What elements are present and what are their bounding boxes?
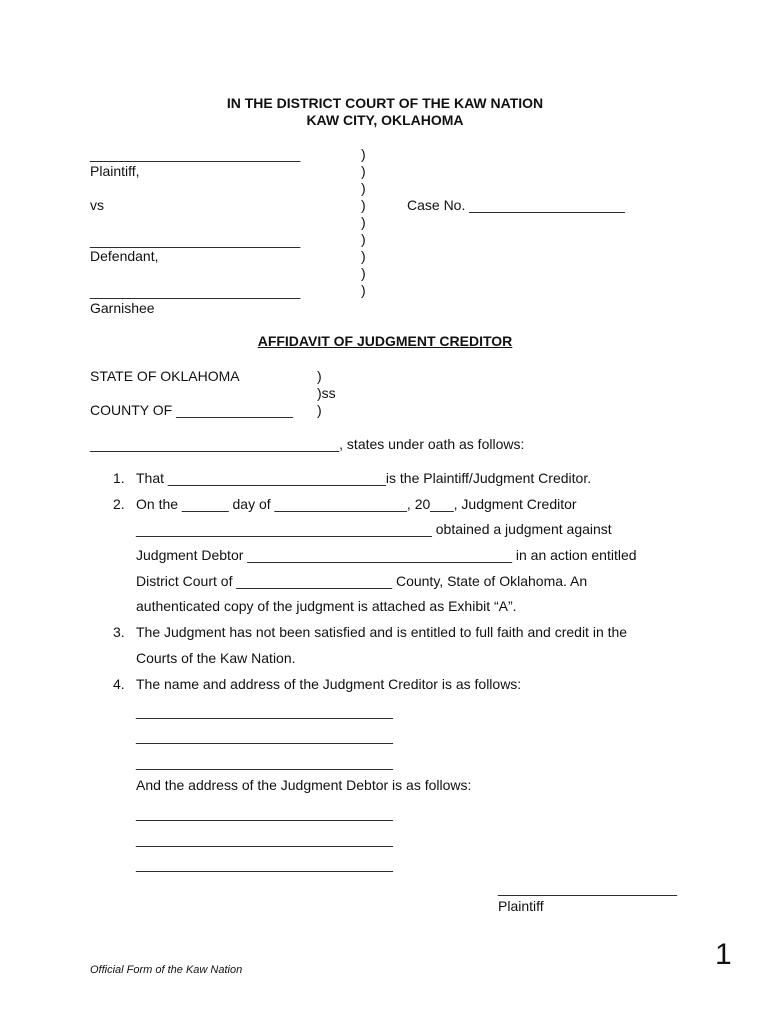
item-number: 1.	[113, 470, 125, 486]
page-number: 1	[715, 938, 732, 971]
garnishee-label: Garnishee	[90, 300, 155, 316]
creditor-address-line: _________________________________	[136, 754, 393, 770]
defendant-name-line: ___________________________	[90, 232, 301, 248]
garnishee-name-line: ___________________________	[90, 283, 301, 299]
venue-ss: )ss	[317, 385, 336, 401]
item-2-line-3: Judgment Debtor __________________________________ in an action entitled	[136, 547, 637, 563]
form-footer: Official Form of the Kaw Nation	[90, 964, 243, 976]
caption-paren: )	[361, 248, 366, 264]
item-2-line-5: authenticated copy of the judgment is attached as Exhibit “A”.	[136, 598, 517, 614]
item-2-line-2: ______________________________________ obtained a judgment against	[136, 521, 612, 537]
court-name-heading: IN THE DISTRICT COURT OF THE KAW NATION	[226, 95, 544, 111]
debtor-address-line: _________________________________	[136, 831, 393, 847]
item-number: 3.	[113, 624, 125, 640]
item-4-line-1: The name and address of the Judgment Creditor is as follows:	[136, 676, 522, 692]
court-location-heading: KAW CITY, OKLAHOMA	[306, 112, 464, 128]
vs-label: vs	[90, 197, 104, 213]
plaintiff-label: Plaintiff,	[90, 163, 140, 179]
signature-label: Plaintiff	[498, 898, 544, 914]
item-number: 2.	[113, 496, 125, 512]
venue-paren-bottom: )	[317, 402, 322, 418]
caption-paren: )	[361, 146, 366, 162]
caption-paren: )	[361, 214, 366, 230]
debtor-address-line: _________________________________	[136, 805, 393, 821]
creditor-address-line: _________________________________	[136, 728, 393, 744]
oath-statement: ________________________________, states under oath as follows:	[90, 436, 525, 452]
signature-line: _______________________	[498, 880, 678, 896]
creditor-address-line: _________________________________	[136, 703, 393, 719]
caption-paren: )	[361, 282, 366, 298]
venue-paren-top: )	[317, 368, 322, 384]
item-1-text: That ____________________________is the Plaintiff/Judgment Creditor.	[136, 470, 592, 486]
county-label: COUNTY OF _______________	[90, 402, 293, 418]
plaintiff-name-line: ___________________________	[90, 146, 301, 162]
defendant-label: Defendant,	[90, 248, 159, 264]
document-title: AFFIDAVIT OF JUDGMENT CREDITOR	[257, 333, 513, 349]
caption-paren: )	[361, 163, 366, 179]
item-number: 4.	[113, 676, 125, 692]
caption-paren: )	[361, 265, 366, 281]
caption-paren: )	[361, 197, 366, 213]
caption-paren: )	[361, 231, 366, 247]
debtor-address-line: _________________________________	[136, 856, 393, 872]
caption-paren: )	[361, 180, 366, 196]
state-label: STATE OF OKLAHOMA	[90, 368, 240, 384]
item-2-line-1: On the ______ day of _________________, 20___, Judgment Creditor	[136, 496, 577, 512]
item-2-line-4: District Court of ____________________ County, State of Oklahoma. An	[136, 573, 588, 589]
item-3-line-2: Courts of the Kaw Nation.	[136, 650, 296, 666]
case-number-field: Case No. ____________________	[407, 197, 625, 213]
debtor-address-intro: And the address of the Judgment Debtor is as follows:	[136, 777, 472, 793]
item-3-line-1: The Judgment has not been satisfied and is entitled to full faith and credit in the	[136, 624, 628, 640]
